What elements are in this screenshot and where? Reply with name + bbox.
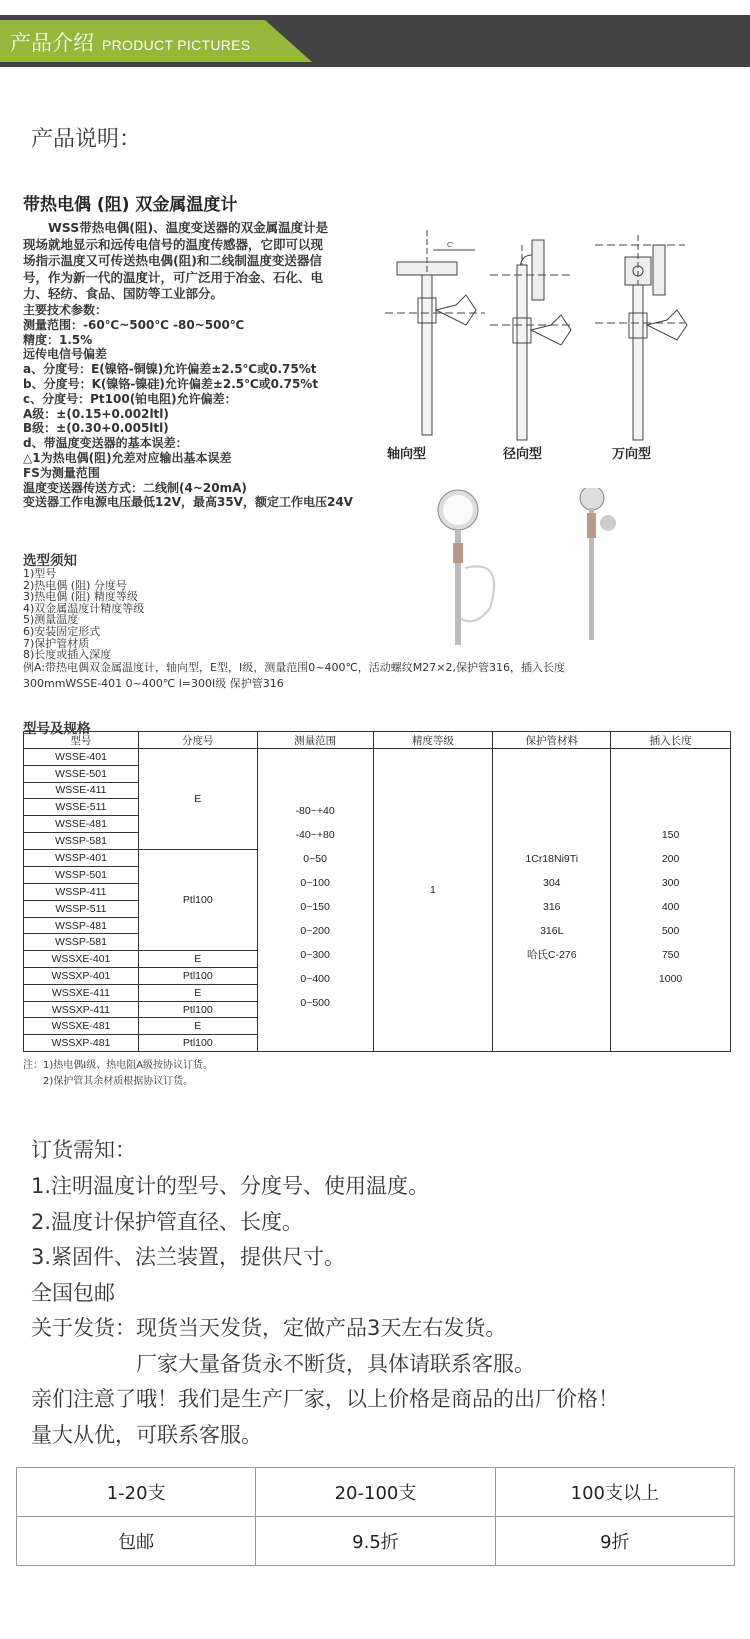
range-column-value: 0~100 bbox=[300, 877, 330, 889]
selection-item: 例A:带热电偶双金属温度计，轴向型，E型，Ⅰ级，测量范围0~400℃，活动螺纹M27×2,保护管316，插入长度 bbox=[23, 661, 565, 674]
spec-header-cell: 型号 bbox=[24, 732, 139, 749]
model-cell: WSSP-481 bbox=[24, 917, 139, 934]
range-column bbox=[257, 749, 373, 1052]
material-column-value: 哈氏C-276 bbox=[526, 949, 577, 961]
spec-notes bbox=[23, 1058, 213, 1090]
model-cell: WSSE-481 bbox=[24, 816, 139, 833]
diagram-label-axial: 轴向型 bbox=[387, 447, 427, 462]
order-line: 关于发货：现货当天发货，定做产品3天左右发货。 bbox=[31, 1316, 507, 1340]
range-column-value: 0~200 bbox=[300, 925, 330, 937]
selection-item: 4)双金属温度计精度等级 bbox=[23, 601, 145, 615]
material-column-value: 316L bbox=[540, 925, 564, 937]
order-line: 厂家大量备货永不断货，具体请联系客服。 bbox=[31, 1351, 535, 1376]
material-column bbox=[493, 749, 611, 1052]
price-row-discount bbox=[17, 1517, 735, 1566]
graduation-cell: E bbox=[138, 749, 257, 850]
diagram-label-universal: 万向型 bbox=[612, 447, 652, 462]
length-column-value: 750 bbox=[661, 949, 680, 961]
selection-item: 6)安装固定形式 bbox=[23, 625, 101, 638]
accuracy-column-value: 1 bbox=[430, 884, 436, 896]
graduation-cell: E bbox=[138, 984, 257, 1001]
model-cell: WSSP-401 bbox=[24, 849, 139, 866]
diagram-label-radial: 径向型 bbox=[503, 447, 543, 462]
order-line: 3.紧固件、法兰装置，提供尺寸。 bbox=[31, 1245, 346, 1269]
tech-param-line: A级：±(0.15+0.002ltl) bbox=[23, 406, 169, 421]
spec-heading: 型号及规格 bbox=[23, 721, 91, 737]
thermometer-photo-1 bbox=[438, 490, 494, 645]
header-title bbox=[10, 27, 250, 57]
spec-header-cell: 测量范围 bbox=[257, 732, 373, 749]
note-line: 2)保护管其余材质根据协议订货。 bbox=[23, 1076, 194, 1087]
length-column-value: 150 bbox=[661, 829, 680, 841]
selection-heading: 选型须知 bbox=[23, 553, 77, 569]
model-cell: WSSP-411 bbox=[24, 884, 139, 901]
model-cell: WSSXE-401 bbox=[24, 951, 139, 968]
dimension-diagrams bbox=[385, 205, 695, 465]
qty-cell: 1-20支 bbox=[17, 1468, 256, 1517]
tech-param-line: 精度：1.5% bbox=[23, 332, 93, 347]
thermometer-photo-2 bbox=[580, 488, 616, 640]
qty-cell: 20-100支 bbox=[256, 1468, 495, 1517]
tech-param-line: b、分度号：K(镍铬-镍硅)允许偏差±2.5℃或0.75%t bbox=[23, 377, 319, 391]
description-line: WSS带热电偶(阻)、温度变送器的双金属温度计是 bbox=[23, 220, 329, 235]
spec-row bbox=[24, 749, 731, 766]
order-heading: 订货需知： bbox=[31, 1138, 136, 1162]
price-cell: 包邮 bbox=[17, 1517, 256, 1566]
model-cell: WSSXP-481 bbox=[24, 1035, 139, 1052]
description-line: 场指示温度又可传送热电偶(阻)和二线制温度变送器信 bbox=[23, 253, 322, 269]
graduation-cell: E bbox=[138, 951, 257, 968]
price-table bbox=[16, 1467, 735, 1566]
range-column-value: 0~300 bbox=[300, 949, 330, 961]
model-cell: WSSE-401 bbox=[24, 749, 139, 766]
range-column-value: 0~50 bbox=[303, 853, 327, 865]
intro-heading: 产品说明： bbox=[31, 127, 142, 152]
selection-item: 1)型号 bbox=[23, 567, 57, 580]
range-column-value: 0~500 bbox=[300, 997, 330, 1009]
model-cell: WSSXP-401 bbox=[24, 968, 139, 985]
spec-header-cell: 插入长度 bbox=[611, 732, 731, 749]
tech-param-line: 温度变送器传送方式：二线制(4~20mA) bbox=[23, 480, 247, 495]
spec-header-cell: 保护管材料 bbox=[493, 732, 611, 749]
order-line: 亲们注意了哦！我们是生产厂家，以上价格是商品的出厂价格！ bbox=[31, 1387, 619, 1411]
selection-item: 300mmWSSE-401 0~400℃ l=300Ⅰ级 保护管316 bbox=[23, 676, 284, 690]
length-column-value: 400 bbox=[661, 901, 680, 913]
material-column-value: 304 bbox=[542, 877, 561, 889]
radial-type-diagram bbox=[490, 240, 571, 440]
selection-item: 7)保护管材质 bbox=[23, 636, 90, 650]
tech-param-line: c、分度号：Pt100(铂电阻)允许偏差： bbox=[23, 391, 237, 406]
length-column bbox=[611, 749, 731, 1052]
product-photos bbox=[420, 488, 640, 648]
graduation-cell: E bbox=[138, 1018, 257, 1035]
qty-cell: 100支以上 bbox=[495, 1468, 734, 1517]
graduation-cell: Ptl100 bbox=[138, 1035, 257, 1052]
order-line: 全国包邮 bbox=[31, 1280, 115, 1305]
order-line: 2.温度计保护管直径、长度。 bbox=[31, 1209, 304, 1234]
model-cell: WSSP-581 bbox=[24, 934, 139, 951]
selection-item: 5)测量温度 bbox=[23, 613, 79, 627]
price-cell: 9.5折 bbox=[256, 1517, 495, 1566]
order-line: 1.注明温度计的型号、分度号、使用温度。 bbox=[31, 1174, 430, 1198]
material-column-value: 316 bbox=[542, 901, 561, 913]
length-column-value: 500 bbox=[661, 925, 680, 937]
note-line: 注：1)热电偶Ⅰ级、热电阻A级按协议订货。 bbox=[23, 1060, 214, 1071]
spec-header-cell: 精度等级 bbox=[373, 732, 493, 749]
spec-header-row bbox=[24, 732, 731, 749]
tech-param-line: 主要技术参数： bbox=[23, 303, 108, 317]
order-line: 量大从优，可联系客服。 bbox=[31, 1422, 262, 1447]
material-column-value: 1Cr18Ni9Ti bbox=[525, 853, 579, 865]
model-cell: WSSP-511 bbox=[24, 900, 139, 917]
model-cell: WSSXE-481 bbox=[24, 1018, 139, 1035]
selection-item: 2)热电偶 (阻) 分度号 bbox=[23, 578, 127, 592]
tech-param-line: FS为测量范围 bbox=[23, 465, 100, 480]
graduation-cell: Ptl100 bbox=[138, 849, 257, 950]
model-cell: WSSP-501 bbox=[24, 867, 139, 884]
range-column-value: 0~400 bbox=[300, 973, 330, 985]
range-column-value: -80~+40 bbox=[295, 805, 335, 817]
description-line: 号，作为新一代的温度计，可广泛用于冶金、石化、电 bbox=[23, 269, 324, 285]
header-title-en: PRODUCT PICTURES bbox=[102, 37, 251, 53]
spec-header-cell: 分度号 bbox=[138, 732, 257, 749]
tech-param-line: d、带温度变送器的基本误差： bbox=[23, 436, 188, 451]
model-cell: WSSXP-411 bbox=[24, 1001, 139, 1018]
model-cell: WSSE-411 bbox=[24, 782, 139, 799]
universal-type-diagram bbox=[595, 235, 687, 440]
tech-param-line: B级：±(0.30+0.005ltl) bbox=[23, 421, 169, 436]
svg-text:C': C' bbox=[447, 241, 454, 249]
tech-param-line: a、分度号：E(镍铬-铜镍)允许偏差±2.5℃或0.75%t bbox=[23, 362, 317, 377]
description-line: 力、轻纺、食品、国防等工业部分。 bbox=[23, 286, 224, 302]
selection-item: 8)长度或插入深度 bbox=[23, 648, 112, 662]
price-cell: 9折 bbox=[495, 1517, 734, 1566]
tech-param-line: 远传电信号偏差 bbox=[23, 347, 108, 362]
range-column-value: -40~+80 bbox=[295, 829, 335, 841]
accuracy-column bbox=[373, 749, 493, 1052]
header-title-cn: 产品介绍 bbox=[10, 31, 94, 55]
tech-param-line: 变送器工作电源电压最低12V，最高35V，额定工作电压24V bbox=[23, 495, 353, 510]
description-line: 现场就地显示和远传电信号的温度传感器，它即可以现 bbox=[23, 236, 324, 252]
product-title: 带热电偶 (阻) 双金属温度计 bbox=[23, 195, 238, 215]
price-row-quantity bbox=[17, 1468, 735, 1517]
model-cell: WSSE-501 bbox=[24, 765, 139, 782]
length-column-value: 200 bbox=[661, 853, 680, 865]
spec-table bbox=[23, 731, 731, 1052]
selection-item: 3)热电偶 (阻) 精度等级 bbox=[23, 590, 138, 604]
model-cell: WSSXE-411 bbox=[24, 984, 139, 1001]
model-cell: WSSP-581 bbox=[24, 832, 139, 849]
length-column-value: 1000 bbox=[658, 973, 683, 985]
axial-type-diagram bbox=[385, 230, 485, 435]
model-cell: WSSE-511 bbox=[24, 799, 139, 816]
tech-param-line: 测量范围：-60℃~500℃ -80~500℃ bbox=[23, 317, 245, 332]
length-column-value: 300 bbox=[661, 877, 680, 889]
graduation-cell: Ptl100 bbox=[138, 968, 257, 985]
range-column-value: 0~150 bbox=[300, 901, 330, 913]
tech-param-line: △1为热电偶(阻)允差对应输出基本误差 bbox=[23, 451, 232, 465]
graduation-cell: Ptl100 bbox=[138, 1001, 257, 1018]
